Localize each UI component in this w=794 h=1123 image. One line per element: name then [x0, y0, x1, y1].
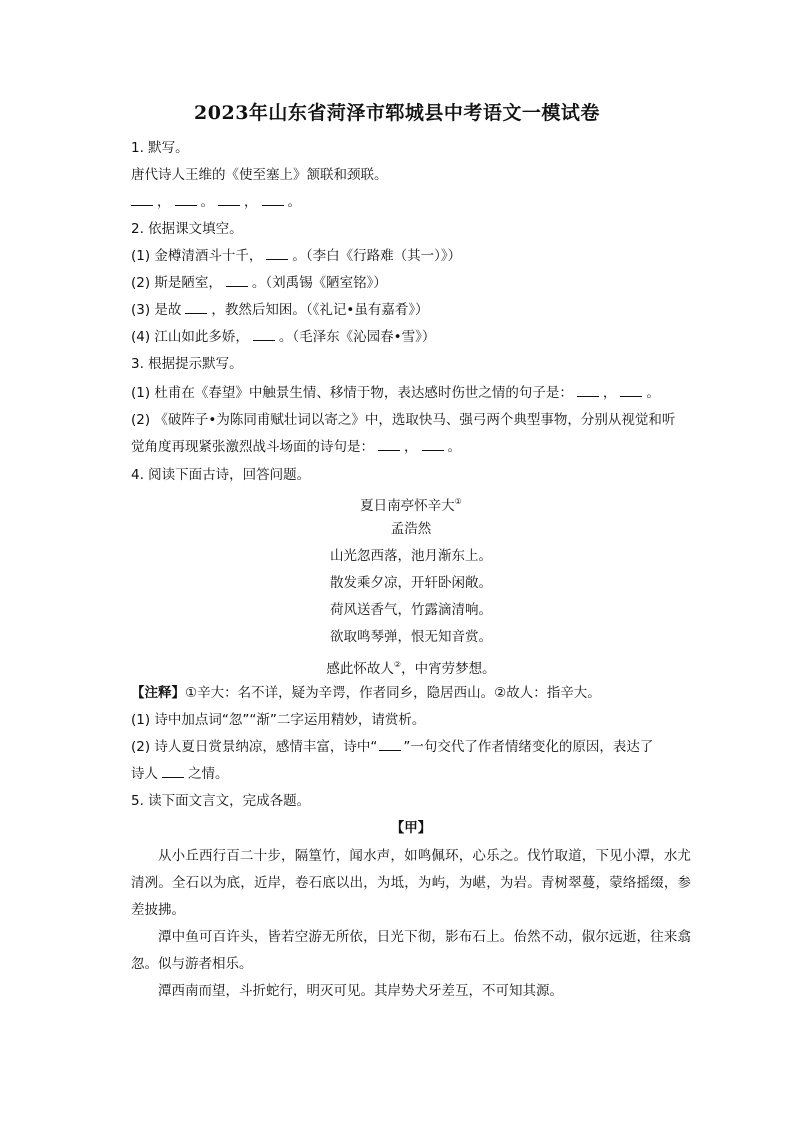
classical-paragraph: 潭西南而望，斗折蛇行，明灭可见。其岸势犬牙差互，不可知其源。	[158, 983, 563, 999]
answer-blank[interactable]	[620, 384, 642, 397]
q3-item-2-line-2: 觉角度再现紧张激烈战斗场面的诗句是： ， 。	[131, 439, 461, 455]
answer-blank[interactable]	[253, 328, 275, 341]
answer-blank[interactable]	[266, 247, 288, 260]
answer-blank[interactable]	[131, 193, 153, 206]
answer-blank[interactable]	[577, 384, 599, 397]
answer-blank[interactable]	[262, 193, 284, 206]
answer-blank[interactable]	[422, 438, 444, 451]
poem-line: 感此怀故人②，中宵劳梦想。	[326, 660, 496, 677]
q4-sub-2-line-1: (2) 诗人夏日赏景纳凉，感情丰富，诗中“ ”一句交代了作者情绪变化的原因，表达了	[131, 739, 654, 755]
q5-heading: 5. 读下面文言文，完成各题。	[131, 793, 311, 809]
footnote-marker: ②	[393, 660, 402, 669]
poem-author: 孟浩然	[390, 521, 432, 537]
q3-heading: 3. 根据提示默写。	[131, 356, 243, 372]
classical-paragraph: 潭中鱼可百许头，皆若空游无所依，日光下彻，影布石上。佁然不动，俶尔远逝，往来翕忽。似与游者相乐。	[131, 929, 691, 972]
poem-line: 欲取鸣琴弹，恨无知音赏。	[330, 629, 492, 645]
page-title: 2023年山东省菏泽市郓城县中考语文一模试卷	[194, 102, 600, 124]
poem-line: 散发乘夕凉，开轩卧闲敞。	[330, 575, 492, 591]
q2-item-4: (4) 江山如此多娇， 。（毛泽东《沁园春•雪》）	[131, 329, 436, 345]
q4-heading: 4. 阅读下面古诗，回答问题。	[131, 467, 311, 483]
answer-blank[interactable]	[175, 193, 197, 206]
q2-item-3: (3) 是故 ，教然后知困。（《礼记•虽有嘉肴》）	[131, 302, 429, 318]
q2-heading: 2. 依据课文填空。	[131, 221, 243, 237]
answer-blank[interactable]	[379, 738, 401, 751]
q2-item-2: (2) 斯是陋室， 。（刘禹锡《陋室铭》）	[131, 275, 387, 291]
q3-item-1: (1) 杜甫在《春望》中触景生情、移情于物，表达感时伤世之情的句子是： ， 。	[131, 385, 660, 401]
q4-sub-2-line-2: 诗人 之情。	[131, 766, 229, 782]
q1-blanks: ， 。 ， 。	[131, 192, 301, 212]
poem-line: 荷风送香气，竹露滴清响。	[330, 602, 492, 618]
footnote-marker: ①	[454, 497, 462, 506]
q1-heading: 1. 默写。	[131, 140, 189, 156]
poem-notes: 【注释】①辛大：名不详，疑为辛谔，作者同乡，隐居西山。②故人：指辛大。	[131, 685, 601, 701]
poem-line: 山光忽西落，池月渐东上。	[330, 548, 492, 564]
answer-blank[interactable]	[185, 301, 207, 314]
answer-blank[interactable]	[378, 438, 400, 451]
poem-title: 夏日南亭怀辛大①	[360, 497, 462, 514]
q4-sub-1: (1) 诗中加点词“忽”“渐”二字运用精妙，请赏析。	[131, 712, 426, 728]
classical-paragraph: 从小丘西行百二十步，隔篁竹，闻水声，如鸣佩环，心乐之。伐竹取道，下见小潭，水尤清冽。全石以为底，近岸，卷石底以出，为坻，为屿，为嵁，为岩。青树翠蔓，蒙络摇缀，参差披拂。	[131, 848, 691, 918]
answer-blank[interactable]	[226, 274, 248, 287]
q1-prompt: 唐代诗人王维的《使至塞上》颔联和颈联。	[131, 167, 388, 183]
q2-item-1: (1) 金樽清酒斗十千， 。（李白《行路难（其一）》）	[131, 248, 462, 264]
answer-blank[interactable]	[162, 765, 184, 778]
q3-item-2-line-1: (2) 《破阵子•为陈同甫赋壮词以寄之》中，选取快马、强弓两个典型事物，分别从视觉和听	[131, 412, 676, 428]
section-title: 【甲】	[390, 820, 432, 836]
answer-blank[interactable]	[218, 193, 240, 206]
